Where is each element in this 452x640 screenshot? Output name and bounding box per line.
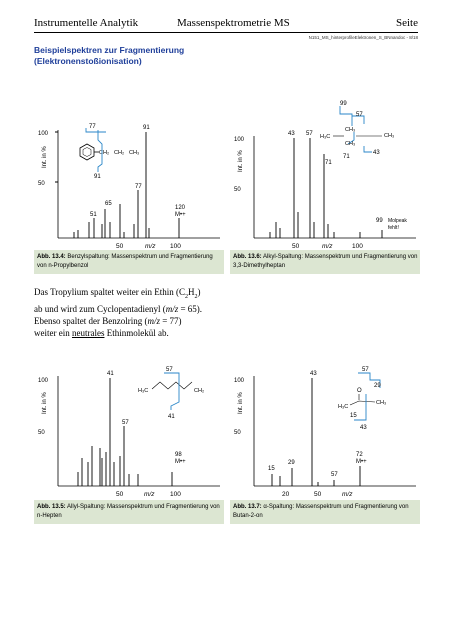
svg-text:m/z: m/z (144, 491, 155, 498)
svg-text:CH₃: CH₃ (345, 141, 356, 147)
peak-label-120: 120 (175, 205, 186, 211)
peak-label-51: 51 (90, 212, 97, 218)
svg-text:M•+: M•+ (356, 459, 367, 465)
svg-text:50: 50 (38, 430, 45, 436)
caption-13-7: Abb. 13.7: α-Spaltung: Massenspektrum und Fragmentierung von Butan-2-on (230, 500, 420, 524)
svg-text:71: 71 (325, 160, 332, 166)
svg-text:43: 43 (373, 150, 380, 156)
svg-text:29: 29 (288, 460, 295, 466)
svg-text:50: 50 (314, 491, 322, 498)
caption-13-4: Abb. 13.4: Benzylspaltung: Massenspektrum und Fragmentierung von n-Propylbenzol (34, 250, 224, 274)
svg-text:20: 20 (282, 491, 290, 498)
svg-text:m/z: m/z (342, 491, 353, 498)
svg-text:72: 72 (356, 452, 363, 458)
svg-text:77: 77 (89, 124, 96, 130)
svg-text:100: 100 (234, 378, 245, 384)
svg-text:57: 57 (331, 472, 338, 478)
svg-text:50: 50 (116, 491, 124, 498)
svg-text:O: O (357, 388, 362, 394)
svg-text:Int. in %: Int. in % (238, 150, 244, 172)
svg-text:CH₃: CH₃ (345, 127, 356, 133)
text-paragraph: Das Tropylium spaltet weiter ein Ethin $(C_2H_2)$ ab und wird zum Cyclopentadienyl (m/z = 65). Ebenso spaltet der Benzolring (m/z = 77) weiter ein neutrales Ethinmolekül ab. (34, 287, 203, 338)
svg-text:CH₂: CH₂ (194, 388, 205, 394)
file-name: N151_MS_hinterprofileElektronen_S_BNnandoc - 8/18 (308, 35, 418, 40)
svg-text:H₃C: H₃C (338, 404, 349, 410)
ytick-100: 100 (38, 131, 49, 137)
spectrum-peaks (74, 132, 179, 238)
ytick-50: 50 (38, 181, 45, 187)
spectrum-13-6 (230, 92, 420, 250)
svg-text:43: 43 (310, 371, 317, 377)
structure-propylbenzene (80, 124, 139, 180)
svg-text:CH₂: CH₂ (114, 150, 125, 156)
spectrum-peaks (78, 378, 172, 486)
peak-label-77: 77 (135, 184, 142, 190)
y-axis-label: Int. in % (42, 146, 48, 168)
svg-text:CH₃: CH₃ (376, 400, 387, 406)
svg-text:99: 99 (376, 218, 383, 224)
caption-13-6: Abb. 13.6: Alkyl-Spaltung: Massenspektrum und Fragmentierung von 3,3-Dimethylheptan (230, 250, 420, 274)
svg-text:71: 71 (343, 154, 350, 160)
structure-dimethylheptane (320, 101, 394, 160)
xtick-100: 100 (170, 243, 181, 250)
svg-text:43: 43 (360, 425, 367, 431)
spectrum-13-7 (230, 362, 420, 500)
x-axis-label: m/z (145, 243, 156, 250)
svg-text:M•+: M•+ (175, 459, 186, 465)
svg-text:100: 100 (234, 137, 245, 143)
header-left: Instrumentelle Analytik (34, 17, 139, 29)
spectrum-peaks (272, 378, 360, 486)
peak-label-65: 65 (105, 201, 112, 207)
svg-text:57: 57 (122, 420, 129, 426)
svg-text:50: 50 (234, 187, 241, 193)
svg-text:100: 100 (38, 378, 49, 384)
molecular-ion-label: M•+ (175, 212, 186, 218)
figure-13-6 (230, 92, 420, 274)
svg-text:98: 98 (175, 452, 182, 458)
svg-text:H₃C: H₃C (320, 134, 331, 140)
structure-heptene (138, 367, 204, 420)
peak-label-91: 91 (143, 125, 150, 131)
svg-text:15: 15 (350, 413, 357, 419)
header-center: Massenspektrometrie MS (177, 17, 290, 29)
page-header (34, 16, 418, 33)
svg-text:91: 91 (94, 174, 101, 180)
svg-text:29: 29 (374, 383, 381, 389)
svg-text:15: 15 (268, 466, 275, 472)
svg-text:Int. in %: Int. in % (42, 392, 48, 414)
svg-text:Int. in %: Int. in % (238, 392, 244, 414)
figure-13-7 (230, 362, 420, 524)
svg-text:CH₂: CH₂ (99, 150, 110, 156)
svg-text:57: 57 (306, 131, 313, 137)
spectrum-13-5 (34, 362, 224, 500)
svg-text:50: 50 (292, 243, 300, 250)
svg-text:CH₃: CH₃ (384, 133, 395, 139)
svg-text:50: 50 (234, 430, 241, 436)
svg-text:57: 57 (356, 112, 363, 118)
svg-text:H₃C: H₃C (138, 388, 149, 394)
svg-text:m/z: m/z (322, 243, 333, 250)
figure-13-4 (34, 92, 224, 274)
structure-butanone (338, 367, 386, 431)
spectrum-peaks (270, 138, 382, 238)
svg-text:57: 57 (362, 367, 369, 373)
svg-text:41: 41 (107, 371, 114, 377)
xtick-50: 50 (116, 243, 124, 250)
svg-text:Molpeak: Molpeak (388, 218, 407, 224)
svg-text:CH₃: CH₃ (129, 150, 140, 156)
svg-text:41: 41 (168, 414, 175, 420)
spectrum-13-4 (34, 92, 224, 250)
svg-text:fehlt!: fehlt! (388, 225, 399, 231)
header-right: Seite (396, 17, 418, 29)
svg-text:57: 57 (166, 367, 173, 373)
figure-13-5 (34, 362, 224, 524)
svg-text:99: 99 (340, 101, 347, 107)
svg-text:43: 43 (288, 131, 295, 137)
svg-text:100: 100 (170, 491, 181, 498)
section-heading: Beispielspektren zur Fragmentierung (Elektronenstoßionisation) (34, 45, 185, 66)
caption-13-5: Abb. 13.5: Allyl-Spaltung: Massenspektrum und Fragmentierung von n-Hepten (34, 500, 224, 524)
svg-text:100: 100 (352, 243, 363, 250)
